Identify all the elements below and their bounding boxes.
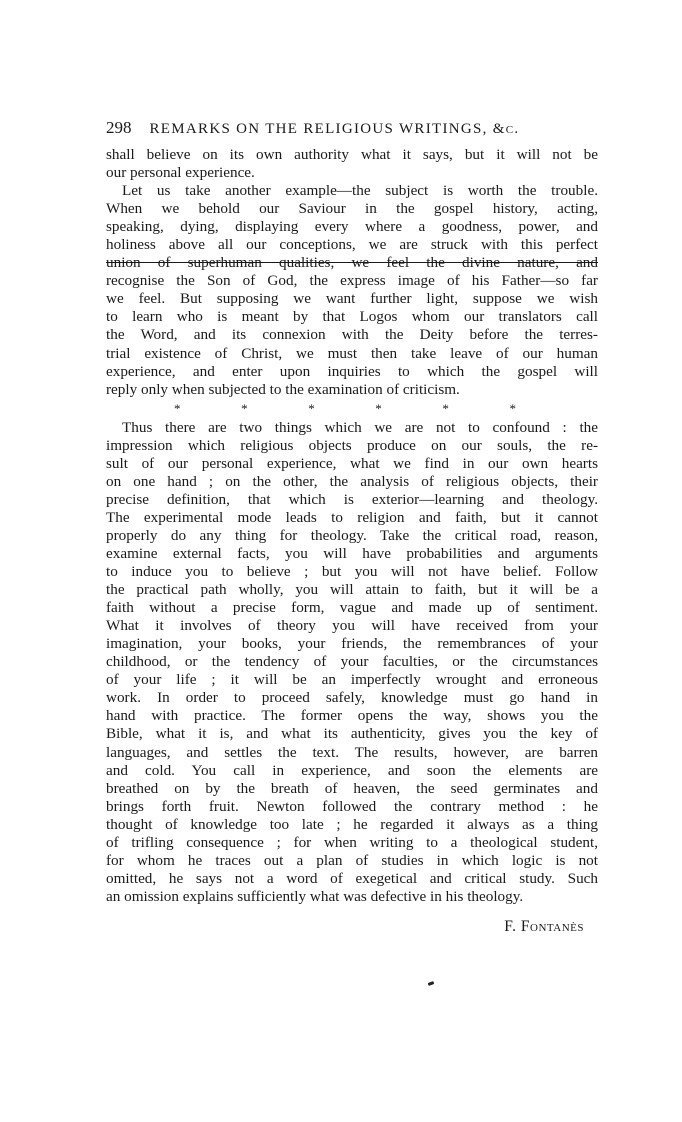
section-separator [106, 399, 598, 419]
text-line: an omission explains sufficiently what was defective in his theology. [106, 887, 524, 905]
text-line: the practical path wholly, you will attain to faith, but it will be a [106, 581, 598, 599]
paragraph-3 [106, 419, 598, 906]
text-line: we feel. But supposing we want further light, suppose we wish [106, 290, 598, 308]
text-line: for whom he traces out a plan of studies in which logic is not [106, 851, 598, 869]
text-line: Let us take another example—the subject is worth the trouble. [122, 182, 598, 200]
text-line: reply only when subjected to the examination of criticism. [106, 380, 460, 398]
text-line: properly do any thing for theology. Take the critical road, reason, [106, 526, 598, 544]
text-line: to learn who is meant by that Logos whom our translators call [106, 308, 598, 326]
text-line: imagination, your books, your friends, the remembrances of your [106, 635, 598, 653]
ink-mark [428, 981, 435, 986]
page-number: 298 [106, 118, 132, 137]
separator-star: * [375, 401, 382, 417]
separator-star: * [509, 401, 516, 417]
text-line: The experimental mode leads to religion and faith, but it cannot [106, 508, 598, 526]
text-line: of trifling consequence ; for when writing to a theological student, [106, 833, 598, 851]
text-line: precise definition, that which is exterior—learning and theology. [106, 490, 598, 508]
text-line: the Word, and its connexion with the Deity before the terres- [106, 326, 598, 344]
text-line: our personal experience. [106, 164, 255, 182]
text-line: to induce you to believe ; but you will not have belief. Follow [106, 563, 598, 581]
text-line: thought of knowledge too late ; he regarded it always as a thing [106, 815, 598, 833]
text-line: speaking, dying, displaying every where a goodness, power, and [106, 218, 598, 236]
text-line: sult of our personal experience, what we find in our own hearts [106, 454, 598, 472]
text-line: brings forth fruit. Newton followed the contrary method : he [106, 797, 598, 815]
separator-star: * [241, 401, 248, 417]
text-line: childhood, or the tendency of your faculties, or the circumstances [106, 653, 598, 671]
page-content [106, 118, 598, 936]
text-line: What it involves of theory you will have received from your [106, 617, 598, 635]
text-line: holiness above all our conceptions, we are struck with this perfect [106, 236, 598, 254]
text-line: of your life ; it will be an imperfectly wrought and erroneous [106, 671, 598, 689]
running-title: REMARKS ON THE RELIGIOUS WRITINGS, &c. [149, 121, 520, 137]
text-line: languages, and settles the text. The results, however, are barren [106, 743, 598, 761]
text-line: omitted, he says not a word of exegetical and critical study. Such [106, 869, 598, 887]
text-line: experience, and enter upon inquiries to which the gospel will [106, 362, 598, 380]
separator-star: * [308, 401, 315, 417]
text-line: on one hand ; on the other, the analysis of religious objects, their [106, 472, 598, 490]
text-line: shall believe on its own authority what it says, but it will not be [106, 146, 598, 163]
text-line: examine external facts, you will have probabilities and arguments [106, 544, 598, 562]
paragraph-1 [106, 146, 598, 182]
text-line: Bible, what it is, and what its authenticity, gives you the key of [106, 725, 598, 743]
text-line: hand with practice. The former opens the way, shows you the [106, 707, 598, 725]
author-surname: Fontanès [520, 917, 584, 935]
text-line: Thus there are two things which we are not to confound : the [122, 418, 598, 436]
text-line: work. In order to proceed safely, knowledge must go hand in [106, 689, 598, 707]
text-line: impression which religious objects produce on our souls, the re- [106, 436, 598, 454]
text-line-struck: union of superhuman qualities, we feel the divine nature, and [106, 254, 598, 272]
text-line: When we behold our Saviour in the gospel history, acting, [106, 200, 598, 218]
paragraph-2 [106, 182, 598, 399]
separator-star: * [174, 401, 181, 417]
text-line: trial existence of Christ, we must then take leave of our human [106, 344, 598, 362]
text-line: recognise the Son of God, the express image of his Father—so far [106, 272, 598, 290]
text-line: and cold. You call in experience, and soon the elements are [106, 761, 598, 779]
separator-star: * [442, 401, 449, 417]
author-signature [106, 918, 598, 936]
author-initial: F. [504, 917, 517, 935]
text-line: faith without a precise form, vague and made up of sentiment. [106, 599, 598, 617]
running-header [106, 118, 598, 146]
text-line: breathed on by the breath of heaven, the seed germinates and [106, 779, 598, 797]
